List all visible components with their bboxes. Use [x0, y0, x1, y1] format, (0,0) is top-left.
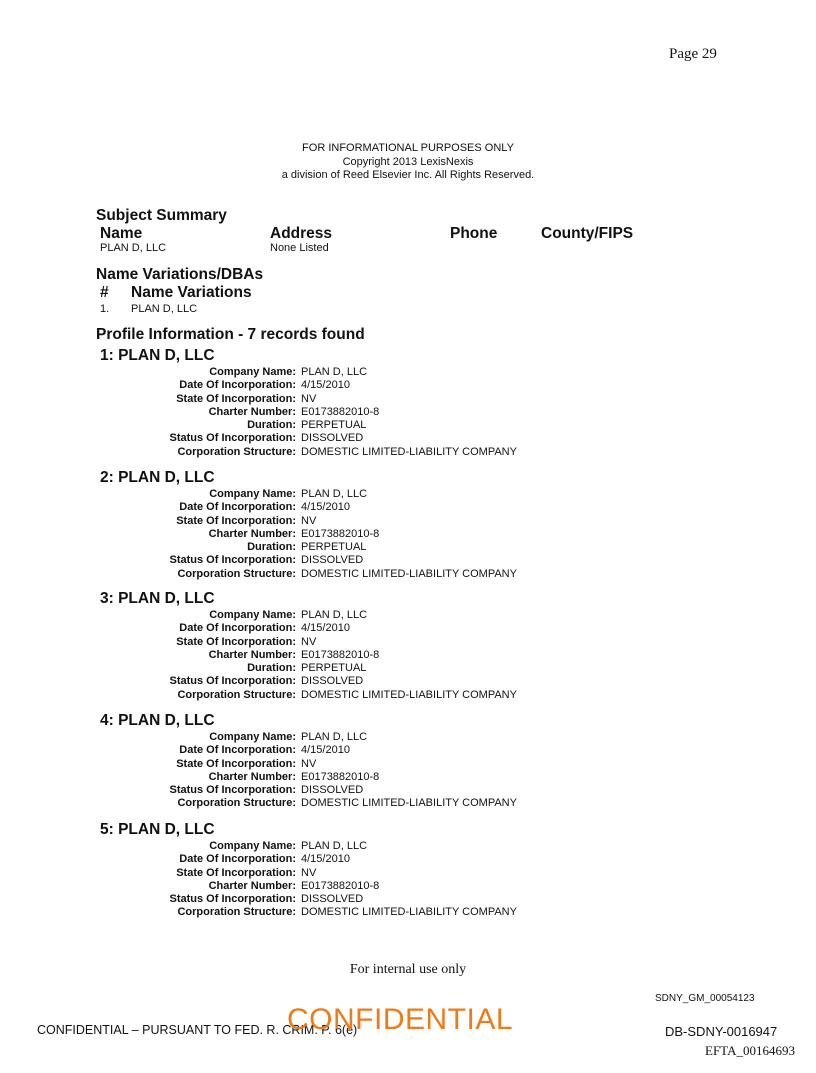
field-label: Duration: [247, 662, 296, 675]
record-field [100, 840, 700, 853]
field-label: Company Name: [209, 731, 296, 743]
bates-number-sdny-gm: SDNY_GM_00054123 [655, 993, 755, 1004]
field-label: Charter Number: [208, 405, 296, 418]
internal-use-notice: For internal use only [349, 962, 467, 977]
record-field [100, 515, 700, 528]
field-value: DISSOLVED [301, 784, 364, 797]
field-label: Charter Number: [208, 879, 296, 892]
field-value: E0173882010-8 [301, 770, 380, 783]
field-label: Corporation Structure: [177, 906, 296, 919]
record-title: 2: PLAN D, LLC [100, 469, 215, 486]
name-variations-title: Name Variations/DBAs [96, 266, 264, 283]
record-field [100, 771, 700, 784]
field-value: PLAN D, LLC [301, 731, 368, 743]
profile-record [100, 590, 700, 702]
name-variation-value: PLAN D, LLC [131, 303, 198, 315]
field-value: DISSOLVED [301, 893, 364, 906]
record-field [100, 649, 700, 662]
bates-number-db: DB-SDNY-0016947 [665, 1024, 778, 1039]
field-value: PERPETUAL [301, 662, 367, 675]
page-number: Page 29 [669, 46, 717, 62]
field-label: Duration: [247, 419, 296, 432]
record-field [100, 731, 700, 744]
field-label: Date Of Incorporation: [179, 853, 296, 866]
record-field [100, 393, 700, 406]
field-label: Date Of Incorporation: [179, 622, 296, 635]
record-field [100, 541, 700, 554]
disclaimer-line: a division of Reed Elsevier Inc. All Rights Reserved. [281, 169, 535, 182]
field-value: DOMESTIC LIMITED-LIABILITY COMPANY [301, 906, 517, 919]
record-field [100, 554, 700, 567]
field-value: PLAN D, LLC [301, 609, 368, 621]
record-field [100, 662, 700, 675]
field-label: Status Of Incorporation: [169, 893, 296, 906]
record-title: 3: PLAN D, LLC [100, 590, 215, 607]
field-label: Status Of Incorporation: [169, 675, 296, 688]
column-header-address: Address [270, 225, 333, 242]
disclaimer-line: Copyright 2013 LexisNexis [342, 155, 474, 168]
field-label: Status Of Incorporation: [169, 432, 296, 445]
field-label: State Of Incorporation: [176, 514, 296, 527]
field-label: State Of Incorporation: [176, 866, 296, 879]
record-field [100, 432, 700, 445]
profile-record [100, 712, 700, 811]
name-variation-number: 1. [100, 303, 110, 315]
record-field [100, 784, 700, 797]
field-label: Duration: [247, 541, 296, 554]
field-label: Charter Number: [208, 527, 296, 540]
field-label: Corporation Structure: [177, 567, 296, 580]
record-field [100, 636, 700, 649]
record-field [100, 419, 700, 432]
field-label: Corporation Structure: [177, 797, 296, 810]
record-field [100, 528, 700, 541]
field-label: Company Name: [209, 488, 296, 500]
field-label: Status Of Incorporation: [169, 784, 296, 797]
record-field [100, 406, 700, 419]
record-field [100, 501, 700, 514]
field-value: PLAN D, LLC [301, 366, 368, 378]
disclaimer-line: FOR INFORMATIONAL PURPOSES ONLY [302, 142, 514, 154]
field-label: State Of Incorporation: [176, 757, 296, 770]
record-field [100, 379, 700, 392]
column-header-county: County/FIPS [541, 225, 634, 242]
field-label: Date Of Incorporation: [179, 501, 296, 514]
field-label: Company Name: [209, 609, 296, 621]
record-field [100, 744, 700, 757]
record-field [100, 622, 700, 635]
field-label: Status Of Incorporation: [169, 554, 296, 567]
field-value: DISSOLVED [301, 432, 364, 445]
record-field [100, 609, 700, 622]
field-label: Date Of Incorporation: [179, 379, 296, 392]
bates-number-efta: EFTA_00164693 [705, 1043, 795, 1058]
record-field [100, 893, 700, 906]
field-value: DISSOLVED [301, 554, 364, 567]
field-value: PERPETUAL [301, 541, 367, 554]
record-field [100, 906, 700, 919]
field-label: Charter Number: [208, 770, 296, 783]
field-label: Corporation Structure: [177, 445, 296, 458]
field-label: State Of Incorporation: [176, 392, 296, 405]
record-field [100, 488, 700, 501]
record-title: 4: PLAN D, LLC [100, 712, 215, 729]
field-value: PLAN D, LLC [301, 840, 368, 852]
field-value: NV [301, 635, 317, 648]
field-label: Date Of Incorporation: [179, 744, 296, 757]
field-value: E0173882010-8 [301, 527, 380, 540]
name-variations-hash-header: # [100, 284, 109, 301]
field-value: DOMESTIC LIMITED-LIABILITY COMPANY [301, 797, 517, 810]
field-value: DOMESTIC LIMITED-LIABILITY COMPANY [301, 567, 517, 580]
field-value: 4/15/2010 [301, 622, 350, 635]
record-field [100, 568, 700, 581]
field-label: Corporation Structure: [177, 688, 296, 701]
field-value: 4/15/2010 [301, 379, 350, 392]
record-field [100, 366, 700, 379]
subject-address-value: None Listed [270, 242, 329, 254]
subject-summary-title: Subject Summary [96, 207, 227, 224]
profile-record [100, 347, 700, 459]
subject-name-value: PLAN D, LLC [100, 242, 167, 254]
field-value: DOMESTIC LIMITED-LIABILITY COMPANY [301, 445, 517, 458]
disclaimer [0, 142, 816, 183]
field-value: E0173882010-8 [301, 879, 380, 892]
field-label: State Of Incorporation: [176, 635, 296, 648]
field-label: Company Name: [209, 840, 296, 852]
field-value: 4/15/2010 [301, 501, 350, 514]
field-value: NV [301, 757, 317, 770]
field-value: NV [301, 392, 317, 405]
confidential-notice: CONFIDENTIAL – PURSUANT TO FED. R. CRIM. P. 6(e) [37, 1023, 358, 1037]
record-field [100, 689, 700, 702]
record-field [100, 446, 700, 459]
confidential-stamp: CONFIDENTIAL [287, 1003, 514, 1036]
record-field [100, 853, 700, 866]
field-label: Charter Number: [208, 648, 296, 661]
record-field [100, 675, 700, 688]
field-value: E0173882010-8 [301, 405, 380, 418]
profile-information-title: Profile Information - 7 records found [96, 326, 365, 343]
record-field [100, 880, 700, 893]
record-field [100, 758, 700, 771]
name-variations-header: Name Variations [131, 284, 252, 301]
field-value: 4/15/2010 [301, 853, 350, 866]
column-header-phone: Phone [450, 225, 498, 242]
field-value: DISSOLVED [301, 675, 364, 688]
profile-record [100, 821, 700, 920]
column-header-name: Name [100, 225, 143, 242]
field-value: PLAN D, LLC [301, 488, 368, 500]
field-value: NV [301, 866, 317, 879]
field-value: 4/15/2010 [301, 744, 350, 757]
record-title: 1: PLAN D, LLC [100, 347, 215, 364]
record-title: 5: PLAN D, LLC [100, 821, 215, 838]
field-value: PERPETUAL [301, 419, 367, 432]
field-label: Company Name: [209, 366, 296, 378]
field-value: DOMESTIC LIMITED-LIABILITY COMPANY [301, 688, 517, 701]
field-value: NV [301, 514, 317, 527]
profile-record [100, 469, 700, 581]
record-field [100, 797, 700, 810]
field-value: E0173882010-8 [301, 648, 380, 661]
record-field [100, 867, 700, 880]
